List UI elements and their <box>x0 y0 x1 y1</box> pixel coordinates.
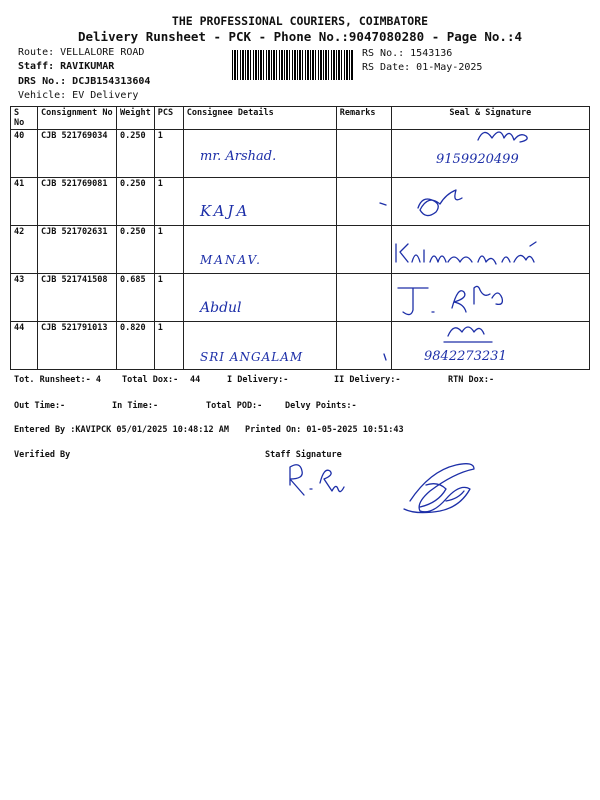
cell-consignment: CJB 521741508 <box>38 274 117 322</box>
out-time: Out Time:- <box>14 401 66 411</box>
remark-mark <box>384 354 386 360</box>
cell-consignment: CJB 521769081 <box>38 178 117 226</box>
cell-sno: 40 <box>11 130 38 178</box>
remark-mark <box>380 203 386 205</box>
signature-scribble <box>290 465 344 495</box>
runsheet-subtitle: Delivery Runsheet - PCK - Phone No.:9047080280 - Page No.:4 <box>77 29 522 44</box>
col-sno: S No <box>11 107 38 130</box>
col-pcs: PCS <box>154 107 183 130</box>
consignee-handwriting: KAJA <box>200 202 251 220</box>
total-runsheet: Tot. Runsheet:- 4 <box>14 375 101 385</box>
verified-by: Verified By <box>14 450 71 460</box>
consignee-handwriting: Abdul <box>200 300 242 316</box>
signature-scribble <box>404 464 474 513</box>
vehicle-label: Vehicle: EV Delivery <box>18 90 139 101</box>
total-pod: Total POD:- <box>206 401 263 411</box>
staff-signature-image <box>270 455 530 525</box>
cell-weight: 0.820 <box>117 322 155 370</box>
seal-phone-handwriting: 9842273231 <box>424 349 507 364</box>
cell-weight: 0.250 <box>117 178 155 226</box>
cell-pcs: 1 <box>154 322 183 370</box>
cell-pcs: 1 <box>154 226 183 274</box>
cell-weight: 0.685 <box>117 274 155 322</box>
cell-sno: 42 <box>11 226 38 274</box>
seal-phone-handwriting: 9159920499 <box>436 152 519 167</box>
col-consignment: Consignment No <box>38 107 117 130</box>
signature-scribble <box>398 286 502 314</box>
cell-consignment: CJB 521769034 <box>38 130 117 178</box>
route-label: Route: VELLALORE ROAD <box>18 47 145 58</box>
i-delivery: I Delivery:- <box>227 375 289 385</box>
cell-consignment: CJB 521791013 <box>38 322 117 370</box>
col-weight: Weight <box>117 107 155 130</box>
cell-pcs: 1 <box>154 178 183 226</box>
ii-delivery: II Delivery:- <box>334 375 401 385</box>
staff-label: Staff: RAVIKUMAR <box>18 61 115 72</box>
col-consignee: Consignee Details <box>183 107 336 130</box>
signature-scribble <box>418 190 462 216</box>
cell-consignment: CJB 521702631 <box>38 226 117 274</box>
cell-sno: 41 <box>11 178 38 226</box>
entered-by: Entered By :KAVIPCK 05/01/2025 10:48:12 AM <box>14 425 229 435</box>
staff-signature-label: Staff Signature <box>265 450 342 460</box>
delvy-points: Delvy Points:- <box>285 401 357 411</box>
consignee-handwriting: SRI ANGALAM <box>200 350 304 364</box>
cell-pcs: 1 <box>154 274 183 322</box>
signature-scribble <box>396 242 536 264</box>
col-remarks: Remarks <box>336 107 391 130</box>
signature-scribble <box>478 132 527 142</box>
total-dox-value: 44 <box>190 375 201 385</box>
cell-sno: 44 <box>11 322 38 370</box>
company-title: THE PROFESSIONAL COURIERS, COIMBATORE <box>171 14 429 28</box>
col-seal: Seal & Signature <box>391 107 589 130</box>
drs-number: DRS No.: DCJB154313604 <box>18 76 151 87</box>
rs-number: RS No.: 1543136 <box>362 48 453 59</box>
rtn-dox: RTN Dox:- <box>448 375 495 385</box>
total-dox-label: Total Dox:- <box>122 375 179 385</box>
rs-date: RS Date: 01-May-2025 <box>362 62 483 73</box>
printed-on: Printed On: 01-05-2025 10:51:43 <box>245 425 404 435</box>
consignee-handwriting: mr. Arshad. <box>200 149 277 164</box>
cell-weight: 0.250 <box>117 226 155 274</box>
cell-weight: 0.250 <box>117 130 155 178</box>
signature-scribble <box>444 327 492 342</box>
consignee-handwriting: MANAV. <box>200 253 262 267</box>
in-time: In Time:- <box>112 401 159 411</box>
cell-sno: 43 <box>11 274 38 322</box>
cell-pcs: 1 <box>154 130 183 178</box>
